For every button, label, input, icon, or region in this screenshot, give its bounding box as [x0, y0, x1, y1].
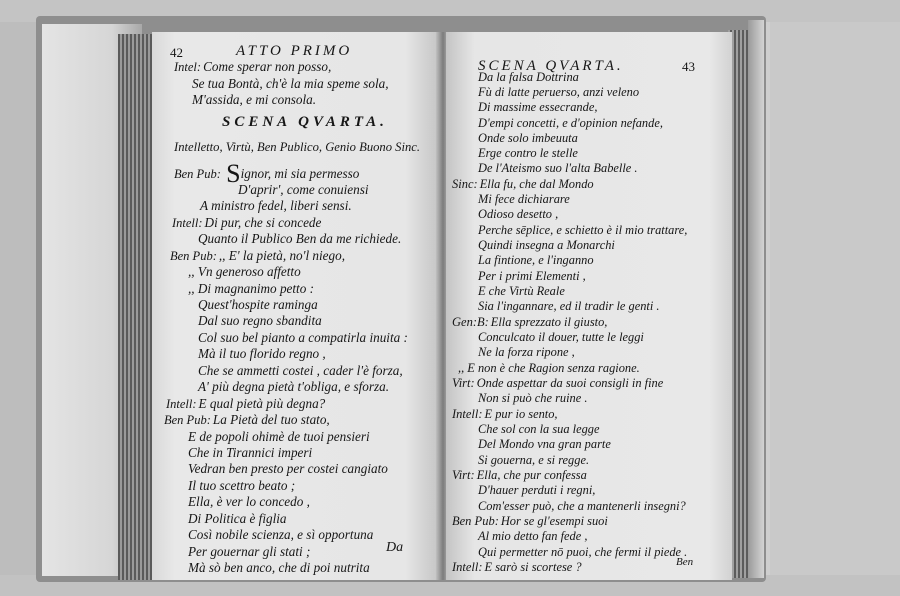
verse-line: La fintione, e l'inganno: [478, 253, 594, 268]
catchword: Da: [386, 540, 404, 555]
drop-capital: S: [226, 159, 241, 189]
background: [770, 0, 900, 596]
verse-line: Di Politica è figlia: [188, 510, 287, 526]
verse-line: Erge contro le stelle: [478, 146, 578, 161]
speaker-label: Ben Pub:: [164, 413, 211, 427]
verse-line: Ella, è ver lo concedo ,: [188, 494, 310, 510]
speaker-label: Ben Pub:: [452, 514, 499, 528]
verse-line: Dal suo regno sbandita: [198, 313, 322, 329]
verse-line: M'assida, e mi consola.: [192, 92, 317, 108]
background: [0, 0, 40, 596]
verse-line: E de popoli ohimè de tuoi pensieri: [188, 428, 370, 444]
speaker-label: Ben Pub:: [174, 167, 221, 182]
verse-line: Vedran ben presto per costei cangiato: [188, 461, 388, 477]
verse-line: A' più degna pietà t'obliga, e sforza.: [198, 379, 389, 395]
verse-line: Ben Pub: Signor, mi sia permesso: [174, 159, 360, 189]
verse-line: Ne la forza ripone ,: [478, 345, 575, 360]
verse-line: Onde solo imbeuuta: [478, 130, 578, 145]
speaker-label: Sinc:: [452, 176, 478, 191]
verse-line: Fù di latte peruerso, anzi veleno: [478, 84, 640, 99]
verse-line: E che Virtù Reale: [478, 284, 565, 299]
verse-line: Mi fece dichiarare: [478, 192, 570, 207]
verse-line: Intell: E pur io sento,: [452, 406, 558, 421]
verse-line: Il tuo scettro beato ;: [188, 477, 296, 493]
speaker-label: Intell:: [172, 215, 203, 230]
running-head: SCENA QVARTA.: [478, 57, 624, 74]
book-cover-right: [748, 20, 764, 578]
verse-line: De l'Ateismo suo l'alta Babelle .: [478, 161, 638, 176]
verse-line: Sia l'ingannare, ed il tradir le genti .: [478, 299, 660, 314]
verse-line: D'aprir', come conuiensi: [238, 181, 369, 197]
verse-line: Che se ammetti costei , cader l'è forza,: [198, 362, 403, 378]
verse-line: Sinc: Ella fu, che dal Mondo: [452, 176, 594, 191]
verse-line: Virt: Ella, che pur confessa: [452, 468, 587, 482]
verse-line: Che sol con la sua legge: [478, 422, 600, 436]
verse-line: Quest'hospite raminga: [198, 296, 318, 312]
verse-line: Col suo bel pianto a compatirla inuita :: [198, 329, 408, 345]
verse-line: Per gouernar gli stati ;: [188, 543, 311, 559]
verse-line: Odioso desetto ,: [478, 207, 559, 222]
verse-line: Così nobile scienza, e sì opportuna: [188, 527, 374, 543]
verse-line: Da la falsa Dottrina: [478, 69, 579, 84]
verse-line: Intell: Di pur, che si concede: [172, 214, 322, 230]
verse-line: Di massime essecrande,: [478, 100, 598, 115]
page-number: 42: [170, 44, 183, 60]
speaker-label: Intell:: [166, 396, 197, 411]
speaker-label: Intell:: [452, 406, 483, 421]
verse-line: Gen:B: Ella sprezzato il giusto,: [452, 314, 608, 329]
verse-line: Com'esser può, che a mantenerli insegni?: [478, 498, 686, 513]
right-page: [446, 32, 732, 580]
verse-line: ,, E non è che Ragion senza ragione.: [458, 360, 640, 375]
verse-line: Perche sēplice, e schietto è il mio trattare,: [478, 222, 688, 237]
verse-line: Per i primi Elementi ,: [478, 268, 586, 283]
speaker-label: Ben Pub:: [170, 248, 217, 263]
verse-line: D'empi concetti, e d'opinion nefande,: [478, 115, 663, 130]
verse-line: Se tua Bontà, ch'è la mia speme sola,: [192, 75, 389, 91]
page-number: 43: [682, 59, 695, 75]
verse-line: Mà il tuo florido regno ,: [198, 346, 326, 362]
verse-line: Ben Pub: Hor se gl'esempi suoi: [452, 514, 608, 528]
verse-line: Al mio detto fan fede ,: [478, 529, 588, 544]
verse-line: Ben Pub: La Pietà del tuo stato,: [164, 412, 330, 427]
speaker-label: Virt:: [452, 468, 475, 482]
speaker-label: Virt:: [452, 376, 475, 391]
verse-line: A ministro fedel, liberi sensi.: [200, 198, 352, 214]
verse-line: Quindi insegna a Monarchi: [478, 238, 615, 253]
verse-line: D'hauer perduti i regni,: [478, 483, 596, 498]
verse-line: ,, Di magnanimo petto :: [188, 280, 315, 296]
verse-line: Quanto il Publico Ben da me richiede.: [198, 231, 402, 247]
verse-line: Intell: E sarò si scortese ?: [452, 560, 582, 574]
catchword: Ben: [676, 556, 694, 568]
left-page: [152, 32, 440, 580]
running-head: ATTO PRIMO: [236, 43, 353, 59]
verse-line: Si gouerna, e si regge.: [478, 452, 590, 467]
verse-line: ,, Vn generoso affetto: [188, 264, 301, 279]
verse-line: Intel: Come sperar non posso,: [174, 59, 332, 75]
verse-line: Conculcato il douer, tutte le leggi: [478, 330, 644, 345]
verse-line: Del Mondo vna gran parte: [478, 437, 611, 452]
speaker-label: Gen:B:: [452, 314, 489, 329]
verse-line: Mà sò ben anco, che di poi nutrita: [188, 560, 370, 575]
verse-line: Ben Pub: ,, E' la pietà, no'l niego,: [170, 247, 346, 263]
verse-line: Intell: E qual pietà più degna?: [166, 395, 326, 411]
page-edges-left: [118, 34, 152, 580]
verse-line: Non si può che ruine .: [478, 391, 588, 406]
verse-line: Che in Tirannici imperi: [188, 444, 313, 460]
verse-line: Qui permetter nō puoi, che fermi il piede .: [478, 544, 688, 559]
speaker-label: Intel:: [174, 60, 202, 75]
speaker-label: Intell:: [452, 560, 483, 574]
character-list: Intelletto, Virtù, Ben Publico, Genio Buono Sinc.: [174, 139, 420, 154]
scene-heading: SCENA QVARTA.: [222, 114, 388, 131]
verse-line: Virt: Onde aspettar da suoi consigli in fine: [452, 376, 664, 391]
